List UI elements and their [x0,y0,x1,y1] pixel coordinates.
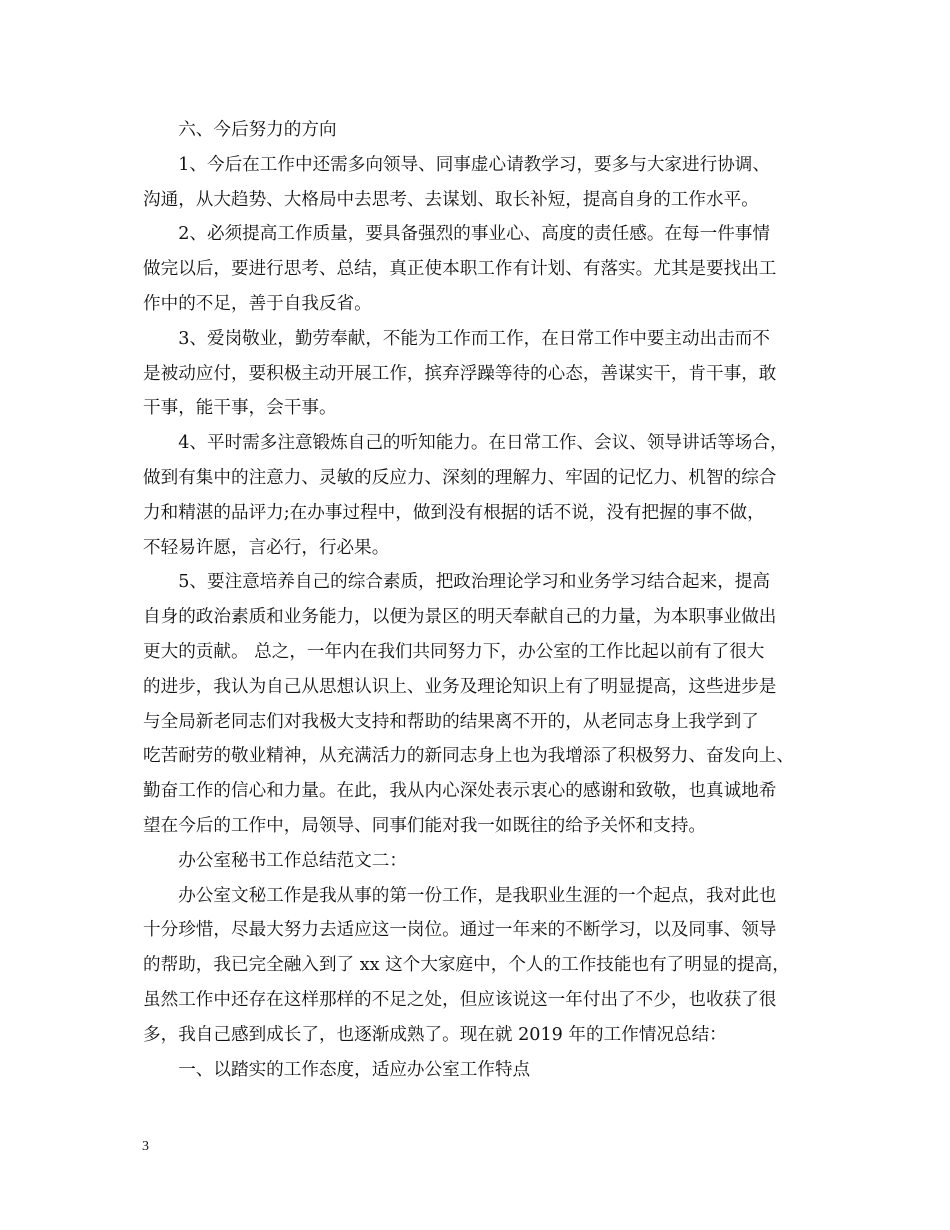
text-line: 办公室文秘工作是我从事的第一份工作，是我职业生涯的一个起点，我对此也 [178,885,777,906]
text-line: 不轻易许愿，言必行，行必果。 [143,537,390,558]
text-line: 4、平时需多注意锻炼自己的听知能力。在日常工作、会议、领导讲话等场合， [178,433,788,454]
page-number: 3 [142,1139,149,1154]
paragraph [143,148,818,218]
text-line: 自身的政治素质和业务能力，以便为景区的明天奉献自己的力量，为本职事业做出 [143,607,777,628]
document-body [143,113,818,1087]
text-line: 3、爱岗敬业，勤劳奉献，不能为工作而工作，在日常工作中要主动出击而不 [178,328,770,349]
text-line: 一、以踏实的工作态度，适应办公室工作特点 [178,1059,531,1080]
text-line: 2、必须提高工作质量，要具备强烈的事业心、高度的责任感。在每一件事情 [178,224,770,245]
text-line: 作中的不足，善于自我反省。 [143,293,372,314]
paragraph [143,879,818,1053]
text-line: 六、今后努力的方向 [178,120,337,140]
text-line: 力和精湛的品评力;在办事过程中，做到没有根据的话不说，没有把握的事不做， [143,502,765,523]
text-line: 1、今后在工作中还需多向领导、同事虚心请教学习，要多与大家进行协调、 [178,154,770,175]
text-line: 的进步，我认为自己从思想认识上、业务及理论知识上有了明显提高，这些进步是 [143,676,777,697]
text-line: 吃苦耐劳的敬业精神，从充满活力的新同志身上也为我增添了积极努力、奋发向上、 [143,746,794,767]
text-line: 干事，能干事，会干事。 [143,398,337,419]
text-line: 5、要注意培养自己的综合素质，把政治理论学习和业务学习结合起来，提高 [178,572,770,593]
text-line: 是被动应付，要积极主动开展工作，摈弃浮躁等待的心态，善谋实干，肯干事，敢 [143,363,777,384]
text-line: 沟通，从大趋势、大格局中去思考、去谋划、取长补短，提高自身的工作水平。 [143,189,759,210]
text-line: 办公室秘书工作总结范文二： [178,850,407,871]
text-line: 勤奋工作的信心和力量。在此，我从内心深处表示衷心的感谢和致敬，也真诚地希 [143,781,777,802]
paragraph [143,1053,818,1088]
text-line: 望在今后的工作中，局领导、同事们能对我一如既往的给予关怀和支持。 [143,815,707,836]
text-line: 做完以后，要进行思考、总结，真正使本职工作有计划、有落实。尤其是要找出工 [143,259,777,280]
text-line: 十分珍惜，尽最大努力去适应这一岗位。通过一年来的不断学习，以及同事、领导 [143,920,777,941]
paragraph [143,113,818,148]
paragraph [143,565,818,843]
paragraph [143,426,818,565]
paragraph [143,844,818,879]
text-line: 多，我自己感到成长了，也逐渐成熟了。现在就 2019 年的工作情况总结： [143,1024,727,1045]
text-line: 更大的贡献。 总之，一年内在我们共同努力下，办公室的工作比起以前有了很大 [143,641,765,662]
text-line: 做到有集中的注意力、灵敏的反应力、深刻的理解力、牢固的记忆力、机智的综合 [143,467,777,488]
paragraph [143,217,818,321]
text-line: 虽然工作中还存在这样那样的不足之处，但应该说这一年付出了不少，也收获了很 [143,989,777,1010]
paragraph [143,322,818,426]
text-line: 与全局新老同志们对我极大支持和帮助的结果离不开的，从老同志身上我学到了 [143,711,759,732]
text-line: 的帮助，我已完全融入到了 xx 这个大家庭中，个人的工作技能也有了明显的提高， [143,955,790,976]
